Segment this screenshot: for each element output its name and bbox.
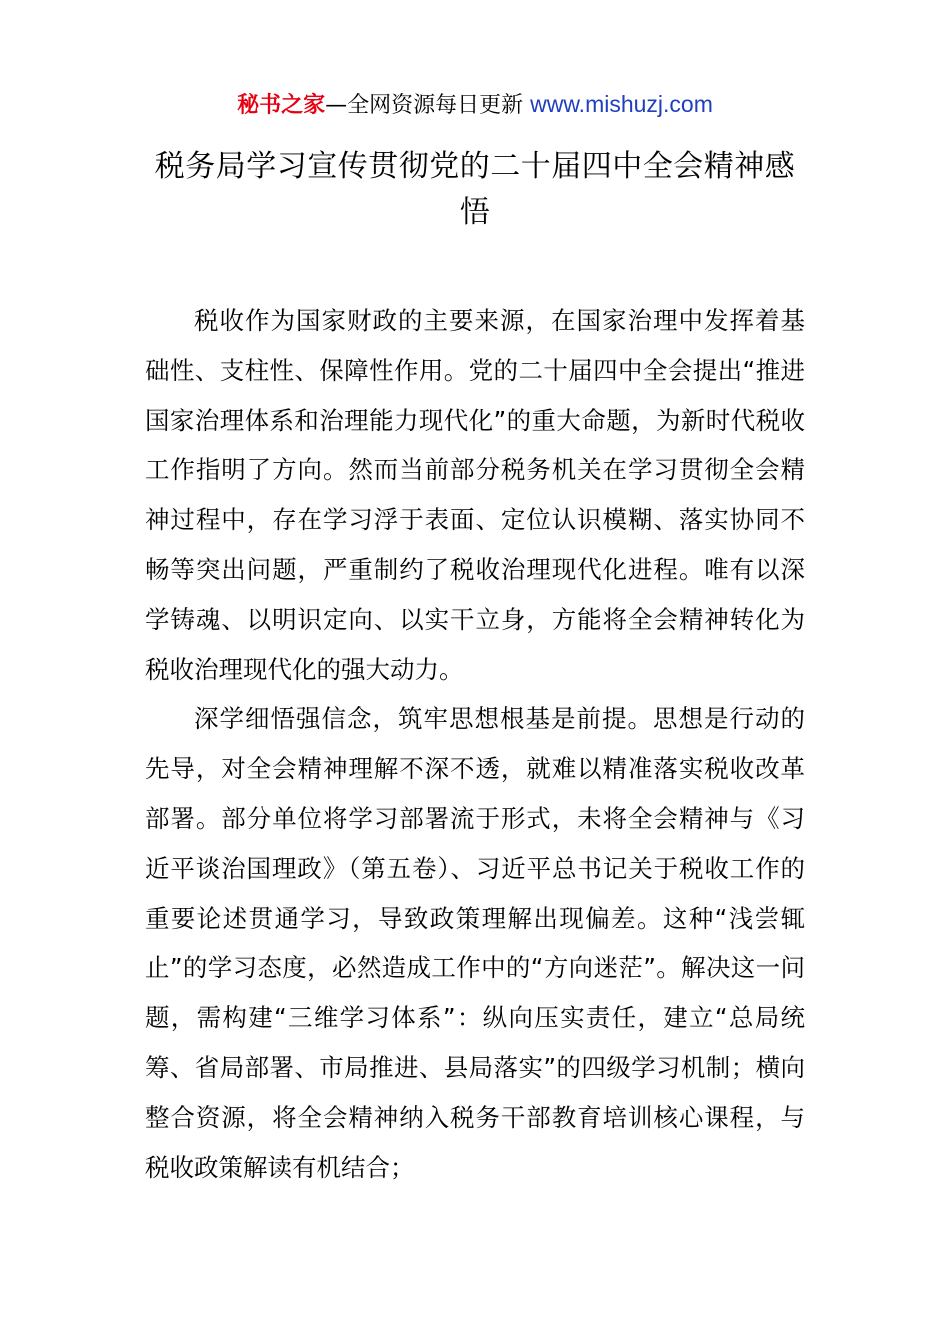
document-title: 税务局学习宣传贯彻党的二十届四中全会精神感悟 <box>154 149 796 230</box>
site-url-link[interactable]: www.mishuzj.com <box>530 91 713 117</box>
paragraph-1: 税收作为国家财政的主要来源，在国家治理中发挥着基础性、支柱性、保障性作用。党的二十届四中全会提出“推进国家治理体系和治理能力现代化”的重大命题，为新时代税收工作指明了方向。然而当前部分税务机关在学习贯彻全会精神过程中，存在学习浮于表面、定位认识模糊、落实协同不畅等突出问题，严重制约了税收治理现代化进程。唯有以深学铸魂、以明识定向、以实干立身，方能将全会精神转化为税收治理现代化的强大动力。 <box>145 306 805 684</box>
site-brand: 秘书之家 <box>237 93 326 118</box>
site-tagline: —全网资源每日更新 <box>325 93 524 118</box>
site-header <box>0 88 950 122</box>
document-body <box>145 296 805 1192</box>
paragraph-2: 深学细悟强信念，筑牢思想根基是前提。思想是行动的先导，对全会精神理解不深不透，就难以精准落实税收改革部署。部分单位将学习部署流于形式，未将全会精神与《习近平谈治国理政》（第五卷）、习近平总书记关于税收工作的重要论述贯通学习，导致政策理解出现偏差。这种“浅尝辄止”的学习态度，必然造成工作中的“方向迷茫”。解决这一问题，需构建“三维学习体系”：纵向压实责任，建立“总局统筹、省局部署、市局推进、县局落实”的四级学习机制；横向整合资源，将全会精神纳入税务干部教育培训核心课程，与税收政策解读有机结合； <box>145 704 805 1182</box>
